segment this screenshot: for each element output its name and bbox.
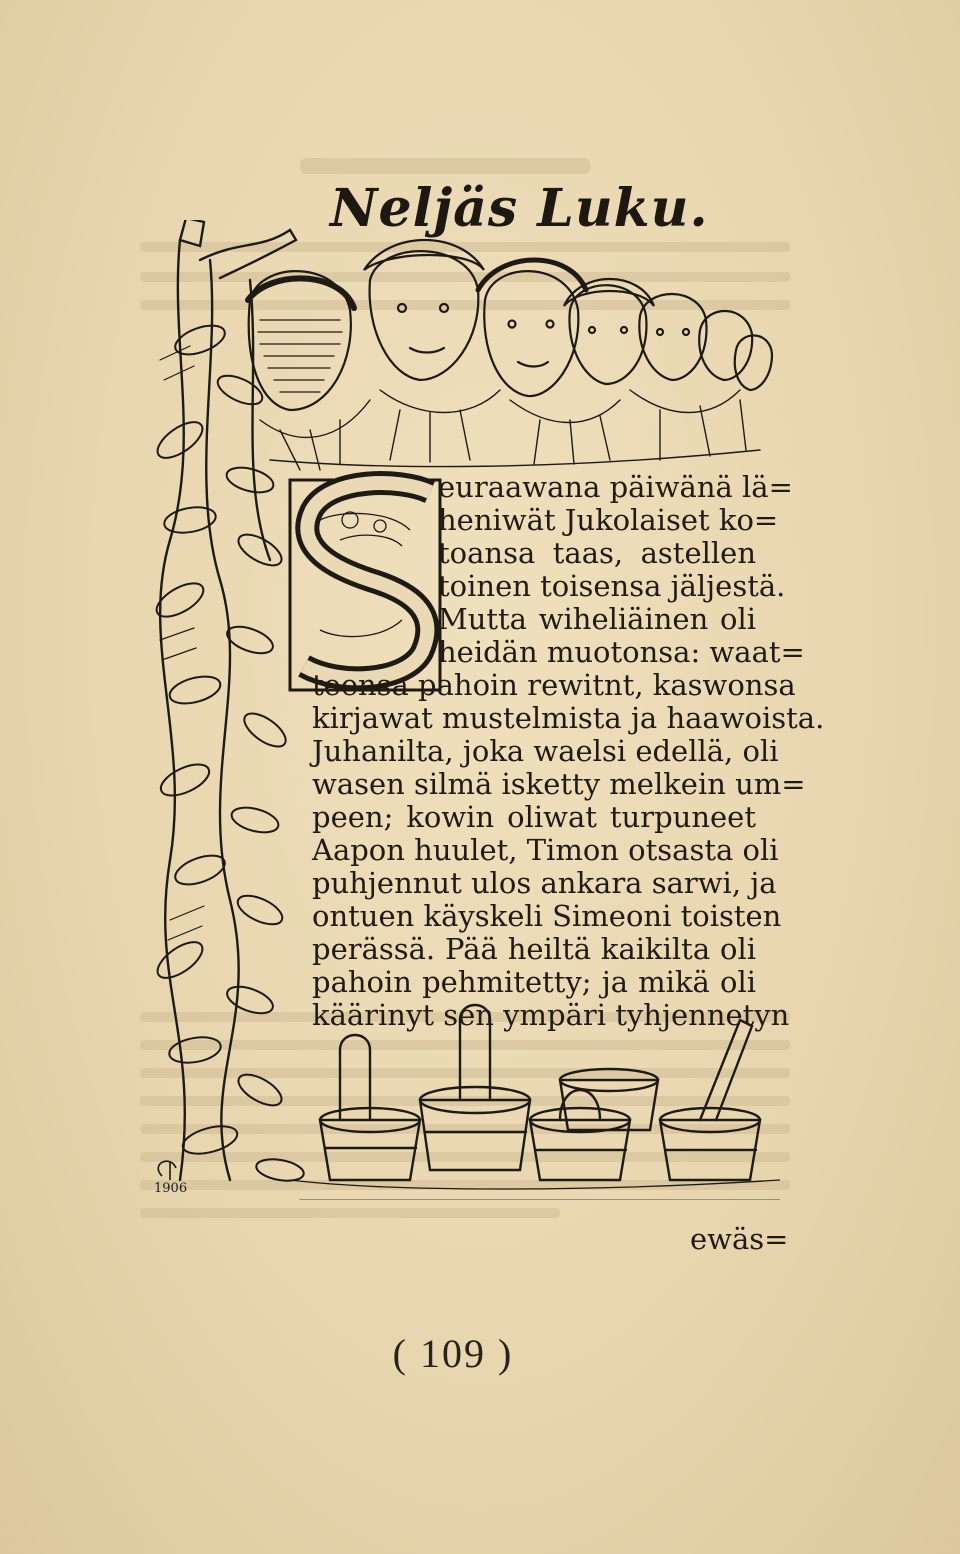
vine-border-illustration [151,220,305,1184]
text-line: toinen toisensa jäljestä. [438,569,786,603]
page-number: ( 109 ) [392,1331,514,1376]
text-line: heniwät Jukolaiset ko= [438,503,779,537]
initial-letter-s-illustration [290,480,440,690]
signature-year: 1906 [154,1181,188,1196]
text-line: käärinyt sen ympäri tyhjennetyn [312,998,790,1032]
text-line: kirjawat mustelmista ja haawoista. [312,701,825,735]
text-line: puhjennut ulos ankara sarwi, ja [312,866,777,900]
text-line: toansa taas, astellen [438,536,756,570]
text-line: perässä. Pää heiltä kaikilta oli [312,932,756,966]
text-line: wasen silmä isketty melkein um= [312,767,806,801]
buckets-illustration [290,1005,780,1200]
chapter-title: Neljäs Luku. [330,178,709,239]
text-line: teensa pahoin rewitnt, kaswonsa [312,668,796,702]
text-line: heidän muotonsa: waat= [438,635,805,669]
faces-group-illustration [248,240,772,470]
text-line: peen; kowin oliwat turpuneet [312,800,756,834]
text-line: Mutta wiheliäinen oli [438,602,756,636]
text-line: ontuen käyskeli Simeoni toisten [312,899,782,933]
text-line: Aapon huulet, Timon otsasta oli [312,833,779,867]
catchword: ewäs= [690,1222,789,1256]
chapter-illustration [140,220,825,1200]
text-line: Juhanilta, joka waelsi edellä, oli [312,734,779,768]
text-line: euraawana päiwänä lä= [438,470,793,504]
text-line: pahoin pehmitetty; ja mikä oli [312,965,756,999]
